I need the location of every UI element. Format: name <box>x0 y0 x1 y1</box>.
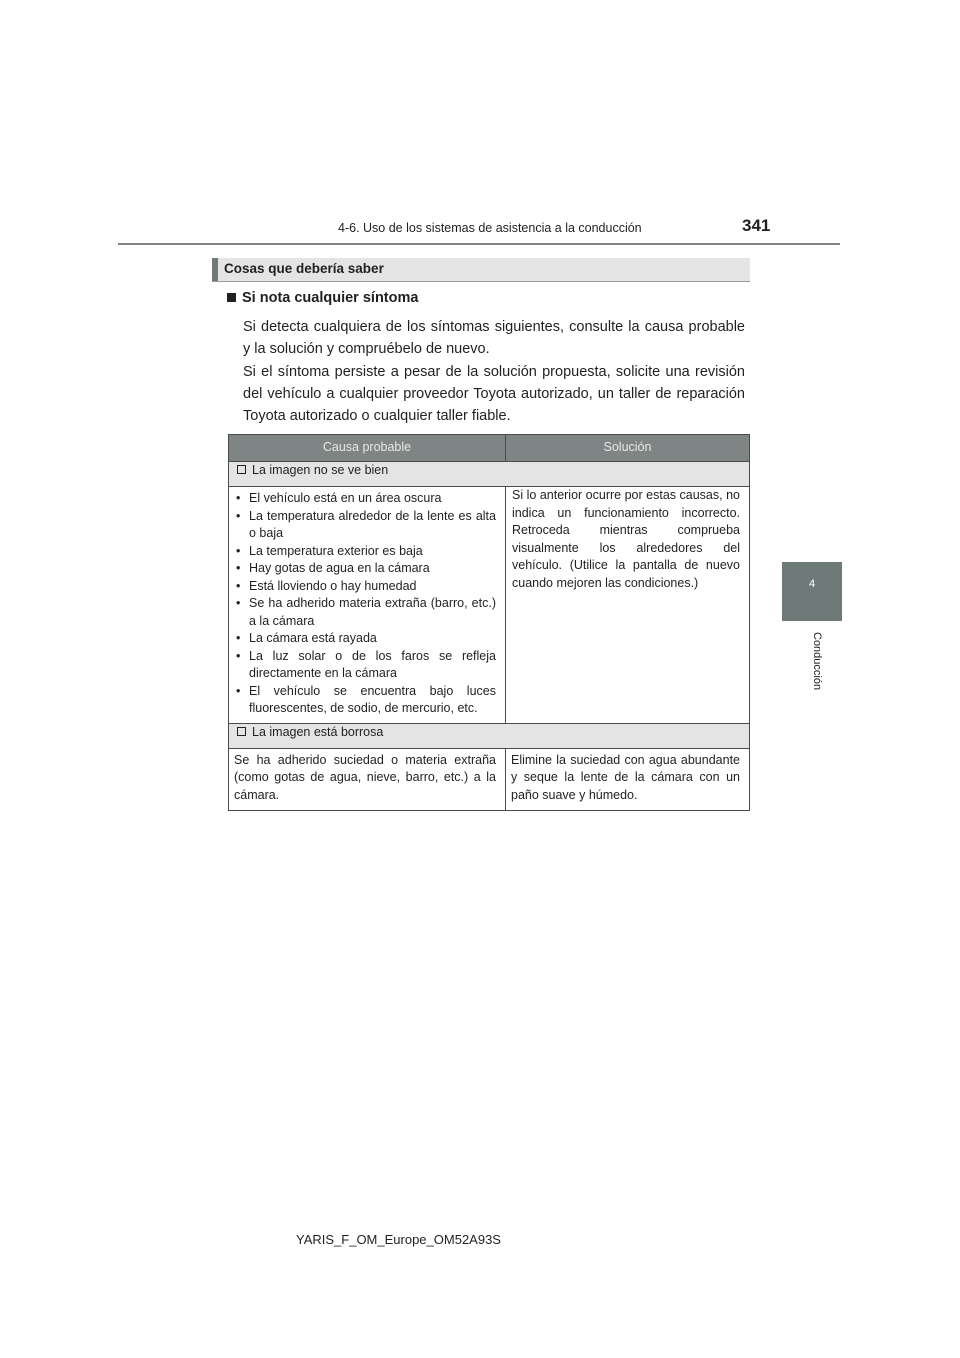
group-title-cell <box>229 462 750 487</box>
square-bullet-icon <box>227 293 236 302</box>
list-item: • El vehículo se encuentra bajo luces fluorescentes, de sodio, de mercurio, etc. <box>236 683 496 718</box>
list-item: • Se ha adherido materia extraña (barro, etc.) a la cámara <box>236 595 496 630</box>
troubleshooting-table <box>228 434 750 811</box>
list-item: • La temperatura alrededor de la lente es alta o baja <box>236 508 496 543</box>
table-row <box>229 487 750 724</box>
list-item: • El vehículo está en un área oscura <box>236 490 496 508</box>
section-title: Cosas que debería saber <box>224 261 384 276</box>
table-header-row <box>229 435 750 462</box>
cause-list <box>236 490 496 718</box>
group-title: La imagen no se ve bien <box>252 463 389 477</box>
section-header <box>212 258 750 282</box>
page-number: 341 <box>742 216 771 235</box>
table-group-row <box>229 723 750 748</box>
table-group-row <box>229 462 750 487</box>
solution-cell: Si lo anterior ocurre por estas causas, no indica un funcionamiento incorrecto. Retroceda mientras comprueba visualmente los alrededores del vehículo. (Utilice la pantalla de nuevo cuando mejoren las condiciones.) <box>506 487 750 724</box>
list-item: • La luz solar o de los faros se refleja directamente en la cámara <box>236 648 496 683</box>
header-cause: Causa probable <box>229 435 506 462</box>
subsection-heading-text: Si nota cualquier síntoma <box>242 290 419 306</box>
header-divider <box>118 243 840 245</box>
list-item: • La cámara está rayada <box>236 630 496 648</box>
group-title-cell <box>229 723 750 748</box>
subsection-heading <box>227 290 418 306</box>
chapter-tab-label: Conducción <box>811 632 823 691</box>
solution-cell: Elimine la suciedad con agua abundante y seque la lente de la cámara con un paño suave y húmedo. <box>506 748 750 811</box>
table-row <box>229 748 750 811</box>
chapter-tab[interactable] <box>782 562 842 621</box>
document-code: YARIS_F_OM_Europe_OM52A93S <box>296 1232 501 1247</box>
header-solution: Solución <box>506 435 750 462</box>
followup-paragraph: Si el síntoma persiste a pesar de la solución propuesta, solicite una revisión del vehículo a cualquier proveedor Toyota autorizado, un taller de reparación Toyota autorizado o cualquier taller fiable. <box>243 364 745 424</box>
list-item: • La temperatura exterior es baja <box>236 543 496 561</box>
list-item: • Hay gotas de agua en la cámara <box>236 560 496 578</box>
group-title: La imagen está borrosa <box>252 724 384 739</box>
chapter-title: 4-6. Uso de los sistemas de asistencia a la conducción <box>338 221 642 235</box>
section-accent-bar <box>212 258 218 281</box>
list-item: • Está lloviendo o hay humedad <box>236 578 496 596</box>
chapter-tab-number: 4 <box>808 578 816 590</box>
cause-cell <box>229 487 506 724</box>
cause-cell: Se ha adherido suciedad o materia extraña (como gotas de agua, nieve, barro, etc.) a la cámara. <box>229 748 506 811</box>
checkbox-icon <box>237 465 246 474</box>
intro-paragraph: Si detecta cualquiera de los síntomas siguientes, consulte la causa probable y la solución y compruébelo de nuevo. <box>243 319 745 357</box>
checkbox-icon <box>237 727 246 736</box>
